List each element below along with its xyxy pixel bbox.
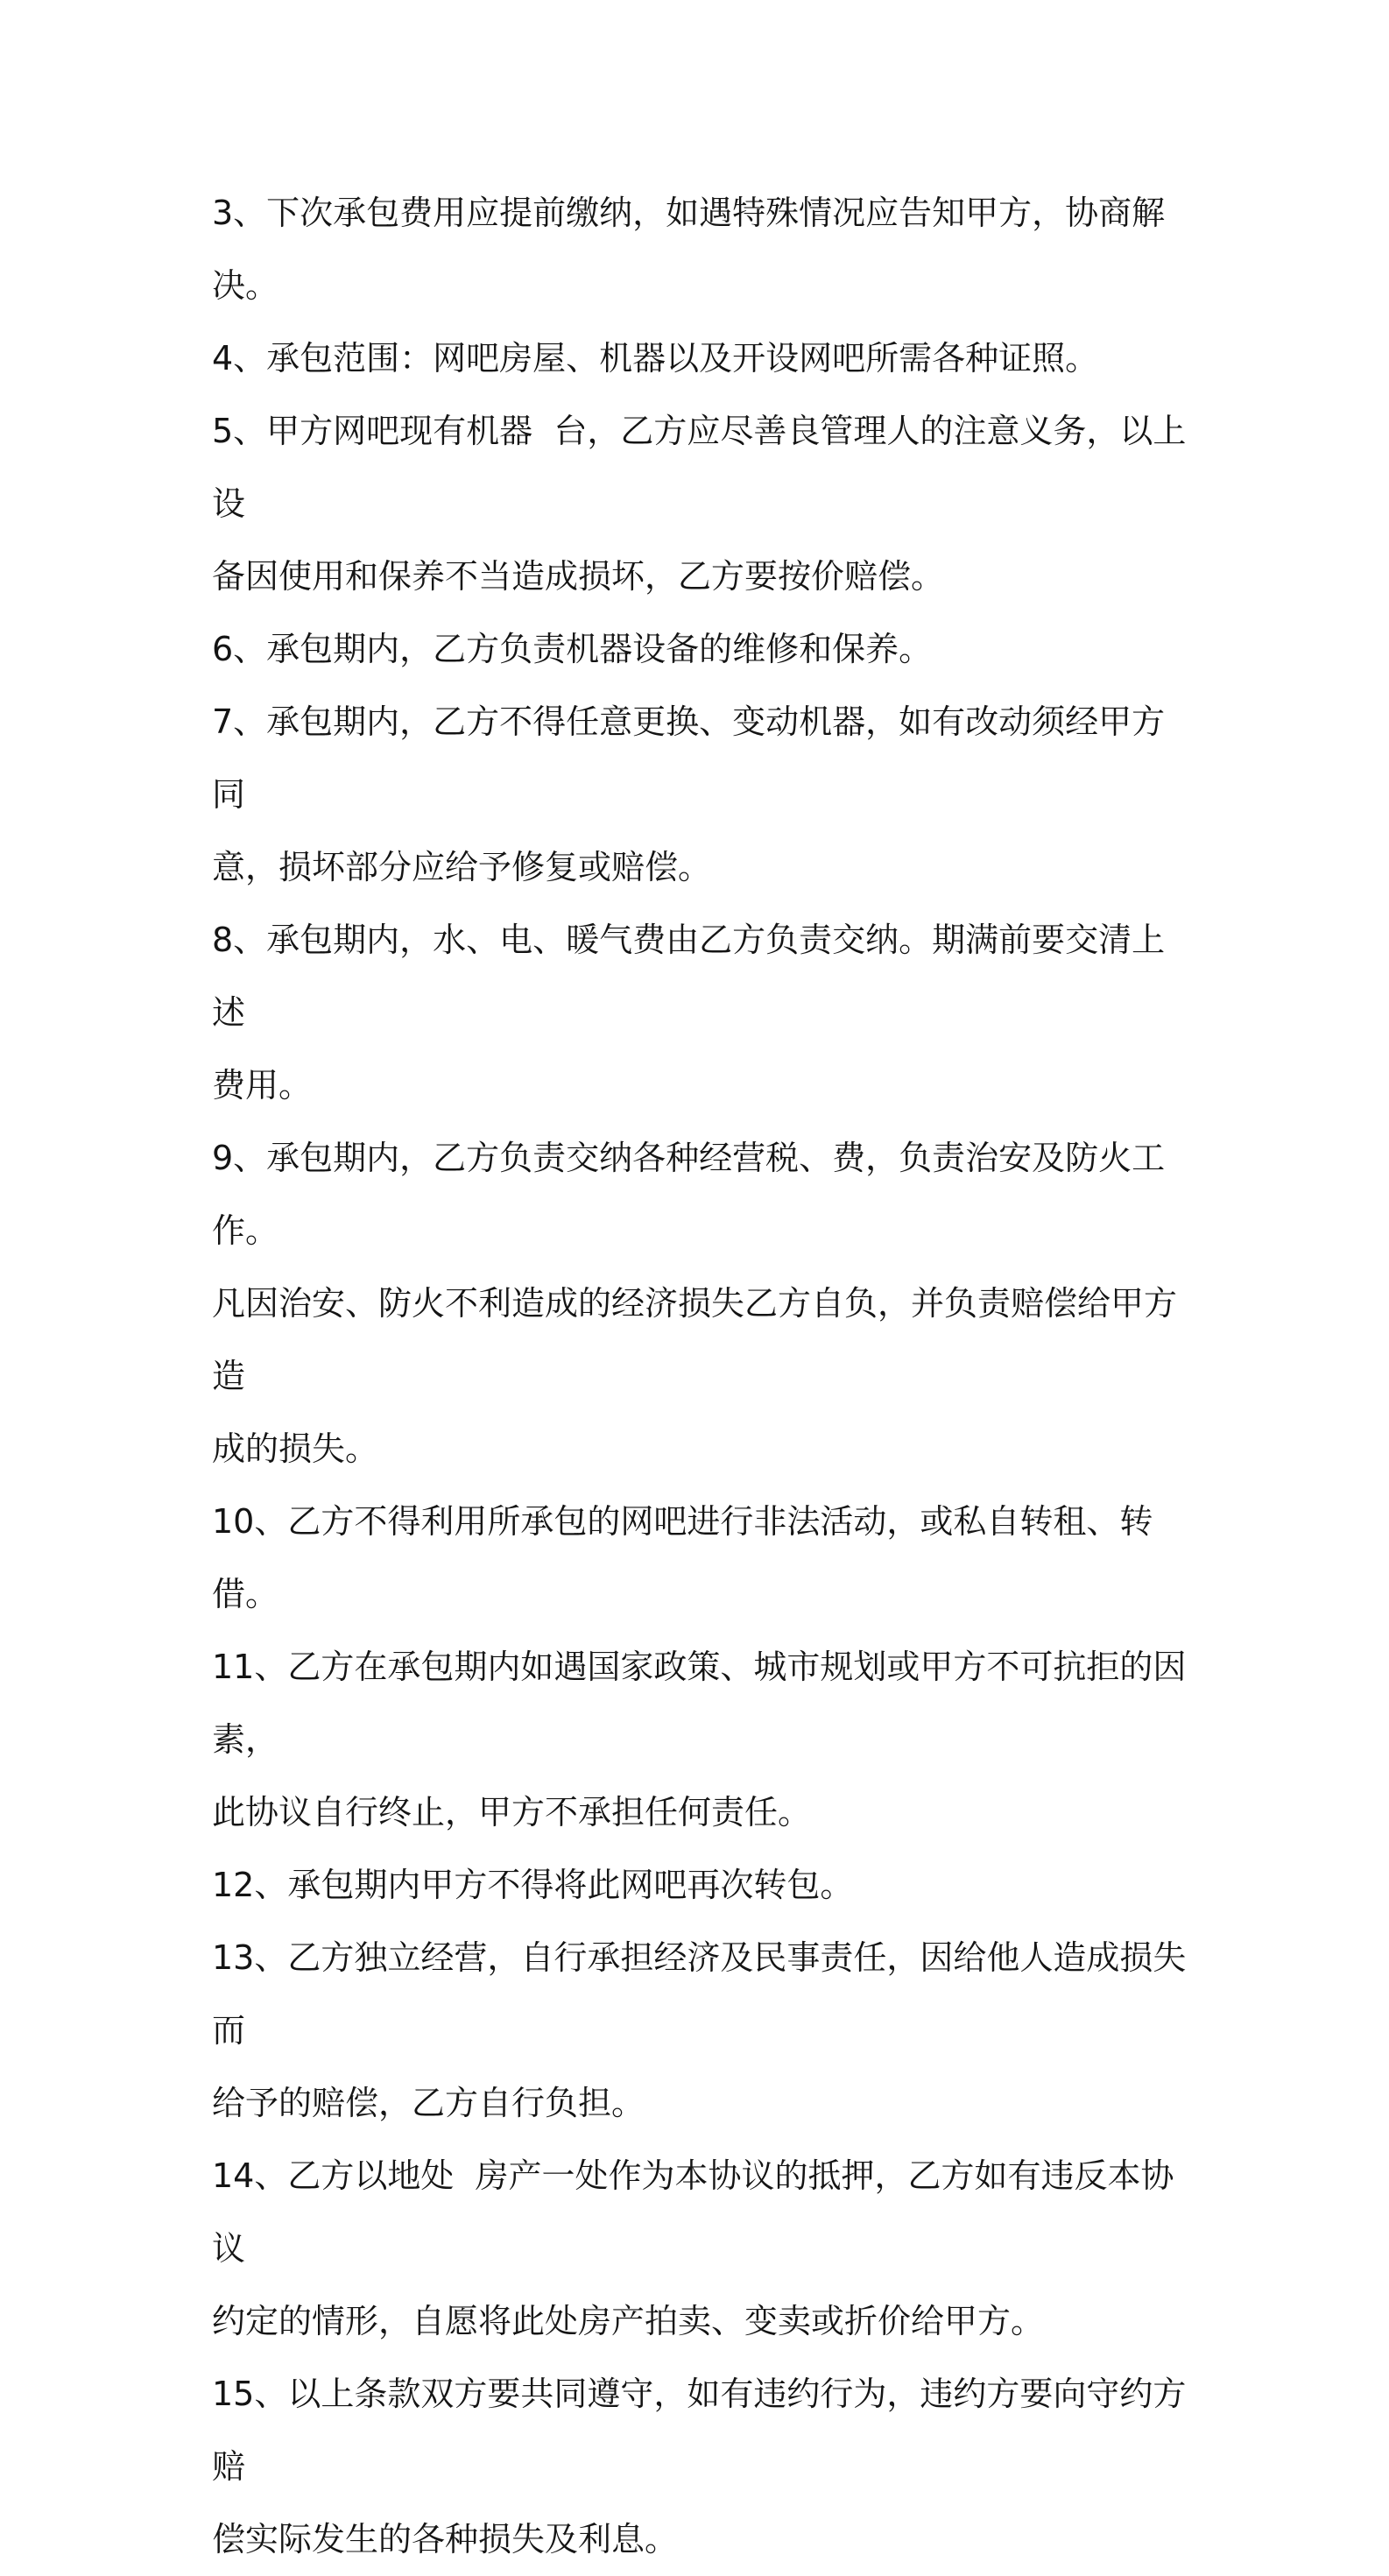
clause-9-line-2: 凡因治安、防火不利造成的经济损失乙方自负，并负责赔偿给甲方造 bbox=[212, 1284, 1178, 1395]
clause-9-line-1: 9、承包期内，乙方负责交纳各种经营税、费，负责治安及防火工作。 bbox=[212, 1139, 1166, 1250]
clause-7-line-2: 意，损坏部分应给予修复或赔偿。 bbox=[212, 848, 712, 886]
clause-6-line-1: 6、承包期内，乙方负责机器设备的维修和保养。 bbox=[212, 630, 933, 668]
clause-9-line-3: 成的损失。 bbox=[212, 1429, 379, 1468]
clause-5-line-1: 5、甲方网吧现有机器 台，乙方应尽善良管理人的注意义务，以上设 bbox=[212, 412, 1187, 523]
clause-7-line-1: 7、承包期内，乙方不得任意更换、变动机器，如有改动须经甲方同 bbox=[212, 702, 1166, 814]
clause-8-line-2: 费用。 bbox=[212, 1066, 313, 1105]
clause-8-line-1: 8、承包期内，水、电、暖气费由乙方负责交纳。期满前要交清上述 bbox=[212, 921, 1166, 1032]
clause-14-line-2: 约定的情形，自愿将此处房产拍卖、变卖或折价给甲方。 bbox=[212, 2302, 1045, 2340]
clause-15-line-2: 偿实际发生的各种损失及利息。 bbox=[212, 2520, 679, 2558]
document-body bbox=[212, 177, 1193, 2576]
clause-15-line-1: 15、以上条款双方要共同遵守，如有违约行为，违约方要向守约方赔 bbox=[212, 2375, 1187, 2486]
clause-11-line-1: 11、乙方在承包期内如遇国家政策、城市规划或甲方不可抗拒的因素， bbox=[212, 1648, 1187, 1759]
clause-3-line-1: 3、下次承包费用应提前缴纳，如遇特殊情况应告知甲方，协商解决。 bbox=[212, 194, 1166, 305]
clause-14-line-1: 14、乙方以地处 房产一处作为本协议的抵押，乙方如有违反本协议 bbox=[212, 2156, 1174, 2268]
clause-12-line-1: 12、承包期内甲方不得将此网吧再次转包。 bbox=[212, 1866, 854, 1904]
clause-13-line-1: 13、乙方独立经营，自行承担经济及民事责任，因给他人造成损失而 bbox=[212, 1938, 1187, 2050]
clause-4-line-1: 4、承包范围：网吧房屋、机器以及开设网吧所需各种证照。 bbox=[212, 339, 1099, 378]
clause-10-line-1: 10、乙方不得利用所承包的网吧进行非法活动，或私自转租、转借。 bbox=[212, 1502, 1153, 1613]
clause-5-line-2: 备因使用和保养不当造成损坏，乙方要按价赔偿。 bbox=[212, 557, 945, 596]
clause-11-line-2: 此协议自行终止，甲方不承担任何责任。 bbox=[212, 1793, 812, 1831]
clause-13-line-2: 给予的赔偿，乙方自行负担。 bbox=[212, 2084, 645, 2122]
